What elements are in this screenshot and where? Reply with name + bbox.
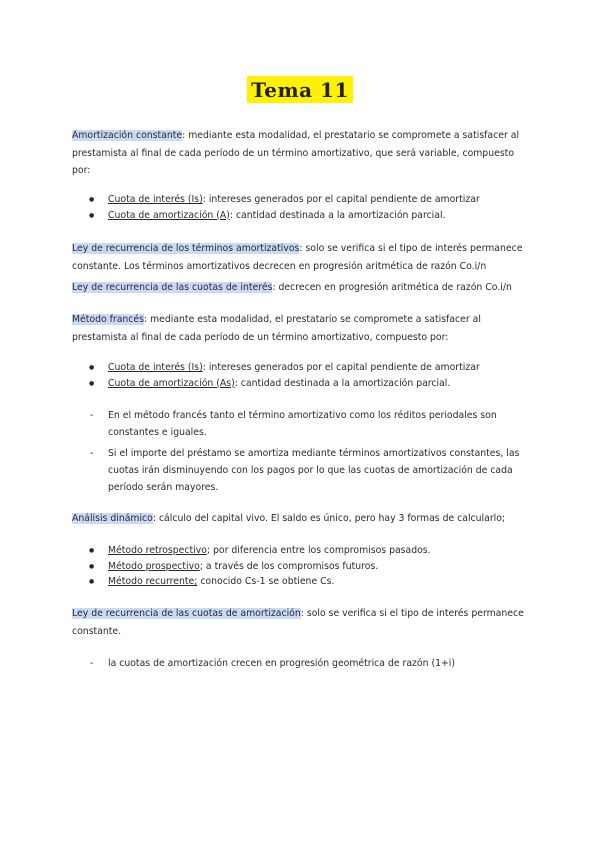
title-container bbox=[0, 76, 600, 103]
underlined-term: Método retrospectivo bbox=[108, 545, 207, 556]
highlighted-term: Método francés bbox=[72, 314, 144, 325]
bullet-list-3 bbox=[72, 543, 530, 590]
underlined-term: Método prospectivo bbox=[108, 560, 200, 572]
paragraph-ley-cuotas-amortizacion bbox=[72, 605, 530, 640]
list-item bbox=[72, 543, 530, 559]
list-item-text: ; a través de los compromisos futuros. bbox=[199, 560, 379, 572]
dash-item: - la cuotas de amortización crecen en progresión geométrica de razón (1+i) bbox=[72, 655, 530, 672]
list-item bbox=[72, 376, 530, 392]
list-item-text: : cantidad destinada a la amortización parcial. bbox=[234, 377, 451, 389]
highlighted-term: Amortización constante bbox=[72, 130, 183, 141]
page-title: Tema 11 bbox=[247, 76, 353, 103]
paragraph-text: : mediante esta modalidad, el prestatario se compromete a satisfacer al prestamista al final de cada período de un término amortizativo, compuesto por: bbox=[72, 314, 481, 343]
paragraph-text: : cálculo del capital vivo. El saldo es único, pero hay 3 formas de calcularlo; bbox=[152, 513, 506, 524]
highlighted-term: Ley de recurrencia de las cuotas de amortización bbox=[72, 608, 301, 619]
paragraph-ley-cuotas-interes bbox=[72, 279, 530, 297]
paragraph-text: : solo se verifica si el tipo de interés permanece constante. bbox=[72, 608, 524, 637]
highlighted-term: Análisis dinámico bbox=[72, 513, 153, 524]
underlined-term: Cuota de interés (Is) bbox=[108, 194, 203, 205]
dash-item: - En el método francés tanto el término amortizativo como los réditos periodales son constantes e iguales. bbox=[72, 407, 530, 441]
underlined-term: Cuota de amortización (As) bbox=[108, 377, 235, 389]
paragraph-analisis-dinamico bbox=[72, 510, 530, 528]
highlighted-term: Ley de recurrencia de los términos amortizativos bbox=[72, 243, 300, 254]
underlined-term: Método recurrente; bbox=[108, 576, 198, 587]
list-item bbox=[72, 360, 530, 376]
paragraph-text: : decrecen en progresión aritmética de razón Co.i/n bbox=[272, 282, 512, 293]
underlined-term: Cuota de interés (Is) bbox=[108, 362, 203, 373]
highlighted-term: Ley de recurrencia de las cuotas de interés bbox=[72, 282, 273, 293]
list-item-text: : intereses generados por el capital pendiente de amortizar bbox=[202, 194, 480, 205]
paragraph-amortizacion-constante bbox=[72, 127, 530, 180]
dash-item: - Si el importe del préstamo se amortiza mediante términos amortizativos constantes, las cuotas irán disminuyendo con los pagos por lo que las cuotas de amortización de cada período serán mayores. bbox=[72, 445, 530, 496]
list-item bbox=[72, 192, 530, 208]
paragraph-metodo-frances bbox=[72, 311, 530, 346]
list-item bbox=[72, 559, 530, 575]
paragraph-text: : mediante esta modalidad, el prestatario se compromete a satisfacer al prestamista al final de cada período de un término amortizativo, que será variable, compuesto por: bbox=[72, 130, 520, 176]
list-item-text: ; por diferencia entre los compromisos pasados. bbox=[206, 545, 431, 556]
bullet-list-1 bbox=[72, 192, 530, 223]
list-item-text: : intereses generados por el capital pendiente de amortizar bbox=[202, 362, 480, 373]
dash-list-2 bbox=[72, 655, 530, 676]
paragraph-text: : solo se verifica si el tipo de interés permanece constante. Los términos amortizativos decrecen en progresión aritmética de razón Co.i/n bbox=[72, 243, 523, 272]
list-item bbox=[72, 208, 530, 224]
list-item bbox=[72, 574, 530, 590]
list-item-text: conocido Cs-1 se obtiene Cs. bbox=[197, 576, 335, 587]
paragraph-ley-terminos bbox=[72, 240, 530, 275]
dash-list-1 bbox=[72, 407, 530, 500]
bullet-list-2 bbox=[72, 360, 530, 391]
underlined-term: Cuota de amortización (A) bbox=[108, 209, 230, 221]
list-item-text: : cantidad destinada a la amortización parcial. bbox=[229, 209, 446, 221]
